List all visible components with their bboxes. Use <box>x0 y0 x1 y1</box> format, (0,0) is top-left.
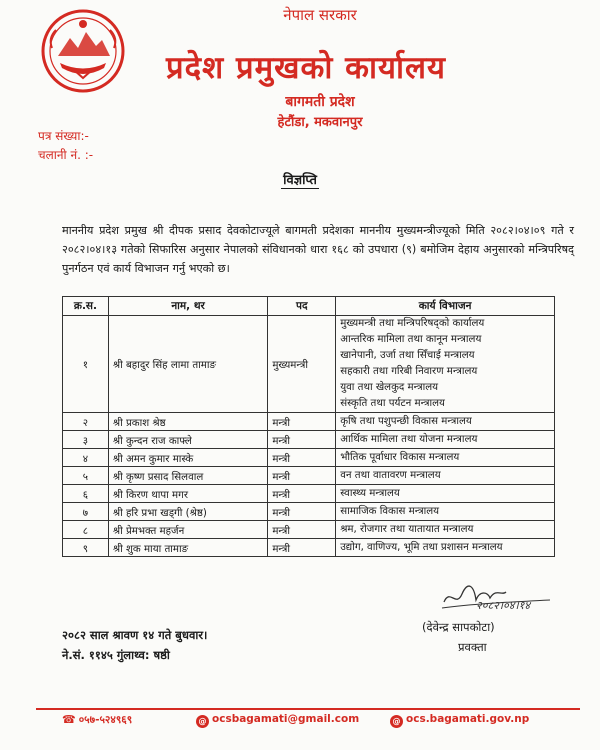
table-row <box>63 449 555 467</box>
cell-ministries <box>336 316 555 413</box>
ministry-item: उद्योग, वाणिज्य, भूमि तथा प्रशासन मन्त्रालय <box>340 541 503 553</box>
province-label: बागमती प्रदेश <box>285 94 355 110</box>
signed-date: २०८२।०४।१४ <box>476 599 531 612</box>
cell-sn: ३ <box>63 431 109 449</box>
cell-name: श्री कृष्ण प्रसाद सिलवाल <box>108 467 267 485</box>
ministry-item: स्वास्थ्य मन्त्रालय <box>340 487 400 499</box>
cell-post: मन्त्री <box>268 503 336 521</box>
date-ns: ने.सं. ११४५ गुंलाथ्व: षष्ठी <box>62 648 170 662</box>
city-label: हेटौंडा, मकवानपुर <box>277 115 363 130</box>
cell-post: मन्त्री <box>268 485 336 503</box>
dispatch-number: चलानी नं. :- <box>38 148 94 162</box>
cell-post: मन्त्री <box>268 431 336 449</box>
ministry-item: भौतिक पूर्वाधार विकास मन्त्रालय <box>340 451 460 463</box>
table-header-row <box>63 297 555 316</box>
cell-ministries <box>336 485 555 503</box>
cell-ministries <box>336 539 555 557</box>
cell-ministries <box>336 503 555 521</box>
email-address[interactable]: ocsbagamati@gmail.com <box>212 713 360 725</box>
government-label: नेपाल सरकार <box>283 6 357 24</box>
ministry-item: मुख्यमन्त्री तथा मन्त्रिपरिषद्को कार्यालय <box>340 318 485 329</box>
cell-name: श्री हरि प्रभा खड्गी (श्रेष्ठ) <box>108 503 267 521</box>
cell-sn: ८ <box>63 521 109 539</box>
cell-sn: १ <box>63 316 109 413</box>
cell-name: श्री कुन्दन राज काफ्ले <box>108 431 267 449</box>
cell-ministries <box>336 431 555 449</box>
letter-number: पत्र संख्या:- <box>38 129 89 143</box>
table-row <box>63 413 555 431</box>
table-row <box>63 503 555 521</box>
cell-sn: ४ <box>63 449 109 467</box>
table-row <box>63 431 555 449</box>
globe-icon: @ <box>390 715 403 728</box>
cell-name: श्री प्रेमभक्त महर्जन <box>108 521 267 539</box>
office-title: प्रदेश प्रमुखको कार्यालय <box>166 50 446 86</box>
ministry-item: कृषि तथा पशुपन्छी विकास मन्त्रालय <box>340 415 472 427</box>
footer-website[interactable] <box>390 713 529 728</box>
cell-post: मन्त्री <box>268 521 336 539</box>
email-icon: @ <box>196 715 209 728</box>
notice-title-text: विज्ञप्ति <box>283 173 317 188</box>
table-row <box>63 485 555 503</box>
footer-phone <box>62 713 132 727</box>
website-address[interactable]: ocs.bagamati.gov.np <box>406 713 530 725</box>
signatory-title: प्रवक्ता <box>458 640 487 654</box>
ministry-item: वन तथा वातावरण मन्त्रालय <box>340 469 441 481</box>
cell-sn: ५ <box>63 467 109 485</box>
cell-name: श्री प्रकाश श्रेष्ठ <box>108 413 267 431</box>
ministry-item: आर्थिक मामिला तथा योजना मन्त्रालय <box>340 433 478 445</box>
table-row <box>63 316 555 413</box>
cell-post: मन्त्री <box>268 413 336 431</box>
header-ministries: कार्य विभाजन <box>336 297 555 316</box>
cabinet-table <box>62 296 555 557</box>
cell-post: मन्त्री <box>268 449 336 467</box>
cell-ministries <box>336 467 555 485</box>
notice-body: माननीय प्रदेश प्रमुख श्री दीपक प्रसाद देवकोटाज्यूले बागमती प्रदेशका माननीय मुख्यमन्त्रीज्यूको मिति २०८२।०४।०९ गते र २०८२।०४।१३ गतेको सिफारिस अनुसार नेपालको संविधानको धारा १६८ को उपधारा (९) बमोजिम देहाय अनुसारको मन्त्रिपरिषद् पुनर्गठन एवं कार्य विभाजन गर्नु भएको छ। <box>62 224 574 275</box>
table-row <box>63 539 555 557</box>
notice-title <box>0 170 600 188</box>
cell-sn: ६ <box>63 485 109 503</box>
cell-post: मन्त्री <box>268 467 336 485</box>
ministry-item: सामाजिक विकास मन्त्रालय <box>340 505 440 517</box>
cell-post: मुख्यमन्त्री <box>268 316 336 413</box>
table-row <box>63 521 555 539</box>
ministry-item: सहकारी तथा गरिबी निवारण मन्त्रालय <box>340 366 478 377</box>
phone-number: ०५७-५२४९६९ <box>78 714 133 726</box>
cell-post: मन्त्री <box>268 539 336 557</box>
date-bs: २०८२ साल श्रावण १४ गते बुधवार। <box>62 628 208 642</box>
ministry-item: श्रम, रोजगार तथा यातायात मन्त्रालय <box>340 523 474 535</box>
footer-divider <box>36 708 580 710</box>
table-body <box>63 316 555 557</box>
header-name: नाम, थर <box>108 297 267 316</box>
ministry-item: खानेपानी, उर्जा तथा सिँचाई मन्त्रालय <box>340 350 475 361</box>
header-post: पद <box>268 297 336 316</box>
cell-sn: २ <box>63 413 109 431</box>
cell-name: श्री बहादुर सिंह लामा तामाङ <box>108 316 267 413</box>
phone-icon: ☎ <box>62 713 76 726</box>
cell-name: श्री शुक माया तामाङ <box>108 539 267 557</box>
cell-ministries <box>336 449 555 467</box>
footer-email[interactable] <box>196 713 359 728</box>
ministry-item: आन्तरिक मामिला तथा कानून मन्त्रालय <box>340 334 482 345</box>
cell-name: श्री अमन कुमार मास्के <box>108 449 267 467</box>
cell-name: श्री किरण थापा मगर <box>108 485 267 503</box>
cell-ministries <box>336 413 555 431</box>
signatory-name: (देवेन्द्र सापकोटा) <box>422 620 495 634</box>
cell-ministries <box>336 521 555 539</box>
ministry-item: युवा तथा खेलकुद मन्त्रालय <box>340 382 439 393</box>
header-sn: क्र.स. <box>63 297 109 316</box>
cell-sn: ७ <box>63 503 109 521</box>
ministry-item: संस्कृति तथा पर्यटन मन्त्रालय <box>340 398 445 409</box>
table-row <box>63 467 555 485</box>
cell-sn: ९ <box>63 539 109 557</box>
